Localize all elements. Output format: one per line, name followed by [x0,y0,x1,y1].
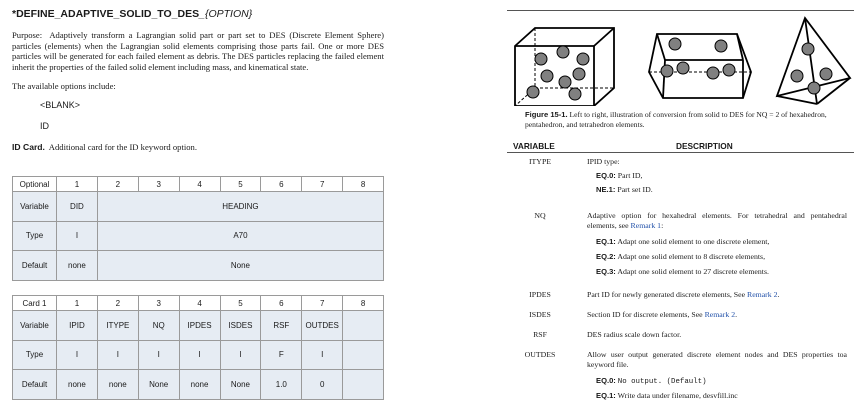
table-cell: IPDES [179,311,220,341]
des-particle [527,86,539,98]
row-label: Default [13,251,57,281]
option-text: Part ID, [617,171,643,180]
des-particle [802,43,814,55]
remark-1-link[interactable]: Remark 1 [630,221,662,231]
table-row [13,221,384,251]
table-cell: DID [57,192,98,222]
table-cell: none [57,370,98,400]
des-particle [808,82,820,94]
header-cell: 2 [97,177,138,192]
tetrahedron-edge [777,96,817,104]
table-cell: I [97,340,138,370]
table-cell: I [302,340,343,370]
option-text: Adapt one solid element to 27 discrete elements. [617,267,769,276]
itype-option [596,171,642,180]
option-text: Adapt one solid element to one discrete element, [617,237,770,246]
table-row [13,340,384,370]
remark-2-link[interactable]: Remark 2 [747,290,778,299]
variable-itype: ITYPE [528,157,552,166]
header-cell: 4 [179,296,220,311]
top-divider [507,10,854,11]
des-particle [820,68,832,80]
table-cell [343,340,384,370]
isdes-description-text: Section ID for discrete elements, See [587,310,703,319]
remark-2-link[interactable]: Remark 2 [704,310,736,319]
table-row [13,251,384,281]
rsf-description: DES radius scale down factor. [587,330,682,339]
keyword-title [12,8,384,20]
itype-option [596,185,653,194]
variable-column-header: VARIABLE [513,141,555,151]
option-key: EQ.1: [596,237,616,246]
variable-outdes: OUTDES [524,350,556,359]
table-cell: None [220,370,261,400]
header-cell: 5 [220,296,261,311]
keyword-section [12,8,384,152]
option-key: EQ.0: [596,171,616,180]
option-key: EQ.0: [596,376,616,385]
keyword-option: _{OPTION} [199,8,253,20]
des-particle [715,40,727,52]
nq-description [587,211,847,231]
table-cell: OUTDES [302,311,343,341]
pentahedron-particles [661,38,735,79]
des-particle [723,64,735,76]
option-text: No output. (Default) [617,378,707,386]
header-cell: 3 [138,296,179,311]
header-divider [507,152,854,153]
option-text: Adapt one solid element to 8 discrete elements, [617,252,766,261]
nq-description-text: Adaptive option for hexahedral elements. For tetrahedral and pentahedral elements, see [587,211,847,231]
punctuation: . [777,290,780,299]
keyword-name: *DEFINE_ADAPTIVE_SOLID_TO_DES [12,8,200,20]
itype-description: IPID type: [587,157,620,166]
table-cell: I [57,340,98,370]
id-card-label [12,142,384,152]
header-cell: 3 [138,177,179,192]
table-row [13,370,384,400]
header-cell: 6 [261,296,302,311]
header-cell: 2 [97,296,138,311]
description-column-header: DESCRIPTION [676,141,733,151]
table-cell: NQ [138,311,179,341]
table-cell: I [57,221,98,251]
des-particle [573,68,585,80]
option-blank: <BLANK> [40,100,81,111]
hexahedron-edge [594,28,614,46]
des-particle [557,46,569,58]
table-cell: ITYPE [97,311,138,341]
option-key: EQ.3: [596,267,616,276]
table-cell: 0 [302,370,343,400]
row-label: Default [13,370,57,400]
purpose-label: Purpose: [12,30,43,40]
table-cell: None [97,251,383,281]
outdes-option [596,391,738,400]
option-key: EQ.2: [596,252,616,261]
variable-rsf: RSF [533,330,547,339]
option-text: Part set ID. [617,185,653,194]
table-cell: F [261,340,302,370]
table-cell [343,370,384,400]
variable-ipdes: IPDES [529,290,551,299]
des-particle [535,53,547,65]
table-cell: None [138,370,179,400]
table-cell [343,311,384,341]
header-cell: 8 [343,296,384,311]
ipdes-description [587,290,847,300]
option-text: Write data under filename, desvfill.inc [617,391,738,400]
row-label: Variable [13,311,57,341]
table-cell: I [179,340,220,370]
figure-caption-text: Left to right, illustration of conversion from solid to DES for NQ = 2 of hexahedron, pentahedron, and tetrahedron elements. [525,110,827,129]
header-cell: 8 [343,177,384,192]
table-cell: IPID [57,311,98,341]
table-cell: HEADING [97,192,383,222]
outdes-option [596,376,707,386]
table-row [13,192,384,222]
pentahedron-edge [657,34,665,60]
id-card-header-row [13,177,384,192]
variable-nq: NQ [534,211,546,220]
option-id: ID [40,121,49,132]
id-card-title: ID Card. [12,142,45,153]
punctuation: . [735,310,738,319]
table-cell: none [57,251,98,281]
outdes-description: Allow user output generated discrete element nodes and DES properties toa keyword file. [587,350,847,370]
card1-header-row [13,296,384,311]
row-label: Type [13,221,57,251]
table-cell: none [179,370,220,400]
des-particle [669,38,681,50]
table-cell: 1.0 [261,370,302,400]
id-card-description: Additional card for the ID keyword option. [48,142,197,153]
purpose-paragraph [12,30,384,72]
option-key: NE.1: [596,185,616,194]
row-label: Variable [13,192,57,222]
ipdes-description-text: Part ID for newly generated discrete elements, See [587,290,746,299]
hexahedron-particles [527,46,589,100]
header-cell: Card 1 [13,296,57,311]
header-cell: 1 [57,296,98,311]
header-cell: 4 [179,177,220,192]
des-particle [569,88,581,100]
figure-caption [525,110,853,129]
card1-table [12,295,384,400]
table-cell: ISDES [220,311,261,341]
header-cell: 5 [220,177,261,192]
nq-option [596,267,769,276]
purpose-text: Adaptively transform a Lagrangian solid part or part set to DES (Discrete Element Sphere) particles (elements) when the Lagrangian solid elements comprising those parts fail. One or more DES particles will be generated for each failed element as debris. The DES particles replacing the failed element inherit the properties of the failed solid element including mass, and kinematical state. [12,30,384,72]
available-options-intro: The available options include: [12,81,116,92]
header-cell: 1 [57,177,98,192]
conversion-figure [507,14,854,106]
header-cell: Optional [13,177,57,192]
table-cell: I [138,340,179,370]
des-particle [677,62,689,74]
isdes-description [587,310,847,320]
header-cell: 7 [302,296,343,311]
table-cell: I [220,340,261,370]
table-row [13,311,384,341]
nq-option [596,252,765,261]
header-cell: 6 [261,177,302,192]
id-card-table [12,176,384,281]
des-particle [559,76,571,88]
figure-label: Figure 15-1. [525,110,568,119]
row-label: Type [13,340,57,370]
table-cell: RSF [261,311,302,341]
des-particle [661,65,673,77]
table-cell: none [97,370,138,400]
nq-option [596,237,769,246]
option-key: EQ.1: [596,391,616,400]
table-cell: A70 [97,221,383,251]
des-particle [707,67,719,79]
variable-isdes: ISDES [529,310,551,319]
header-cell: 7 [302,177,343,192]
des-particle [541,70,553,82]
punctuation: : [661,221,664,231]
des-particle [577,53,589,65]
des-particle [791,70,803,82]
